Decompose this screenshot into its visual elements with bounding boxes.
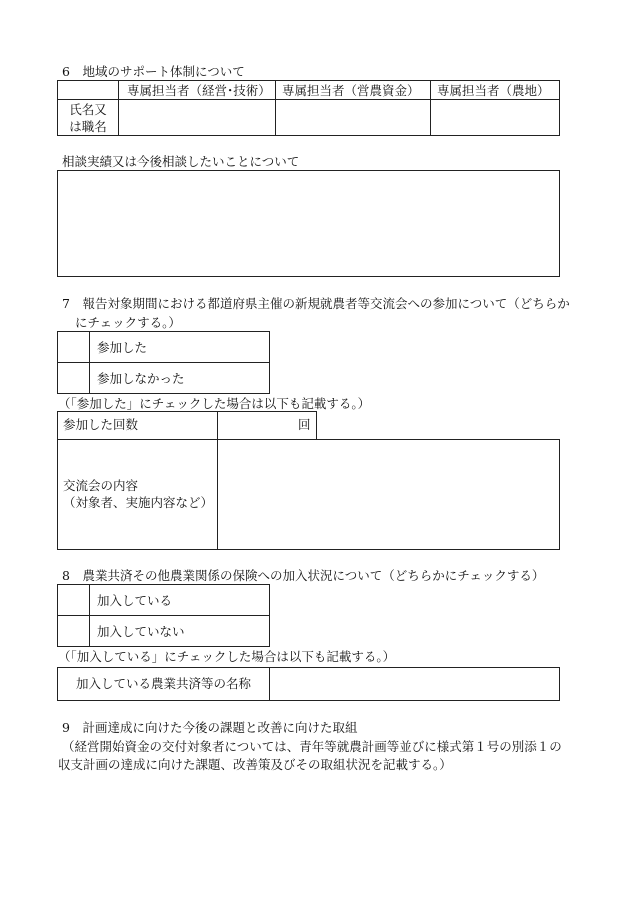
participation-choice-table — [57, 331, 270, 394]
exchange-content-sublabel: （対象者、実施内容など） — [63, 495, 214, 510]
support-col-management: 専属担当者（経営･技術） — [119, 81, 276, 100]
exchange-content-field[interactable] — [218, 440, 559, 549]
section7-title-line1: 7 報告対象期間における都道府県主催の新規就農者等交流会への参加について（どちらか — [62, 296, 570, 311]
not-enrolled-checkbox[interactable] — [58, 616, 90, 647]
support-name-management-field[interactable] — [119, 100, 276, 136]
count-label: 参加した回数 — [63, 417, 139, 432]
enrolled-label: 加入している — [90, 585, 270, 616]
insurance-choice-table — [57, 584, 270, 647]
not-participated-label: 参加しなかった — [90, 363, 270, 394]
consultation-field[interactable] — [57, 170, 560, 277]
section7-note: （「参加した」にチェックした場合は以下も記載する。） — [58, 396, 371, 411]
consultation-title: 相談実績又は今後相談したいことについて — [62, 154, 300, 169]
section6-title: 6 地域のサポート体制について — [62, 64, 245, 79]
count-unit: 回 — [298, 417, 311, 432]
exchange-content-label: 交流会の内容 — [63, 478, 139, 493]
support-col-farmland: 専属担当者（農地） — [431, 81, 560, 100]
insurance-name-field[interactable] — [270, 668, 559, 700]
support-table — [57, 80, 560, 136]
support-table-corner — [58, 81, 119, 100]
participated-checkbox[interactable] — [58, 332, 90, 363]
participated-label: 参加した — [90, 332, 270, 363]
not-participated-checkbox[interactable] — [58, 363, 90, 394]
support-col-funds: 専属担当者（営農資金） — [276, 81, 431, 100]
section8-title: 8 農業共済その他農業関係の保険への加入状況について（どちらかにチェックする） — [62, 568, 545, 583]
support-name-funds-field[interactable] — [276, 100, 431, 136]
not-enrolled-label: 加入していない — [90, 616, 270, 647]
support-name-farmland-field[interactable] — [431, 100, 560, 136]
count-field[interactable] — [218, 412, 298, 439]
enrolled-checkbox[interactable] — [58, 585, 90, 616]
section9-note-line2: 収支計画の達成に向けた課題、改善策及びその取組状況を記載する。） — [58, 757, 452, 772]
insurance-name-label: 加入している農業共済等の名称 — [76, 676, 252, 691]
section9-title: 9 計画達成に向けた今後の課題と改善に向けた取組 — [62, 720, 358, 735]
section9-note-line1: （経営開始資金の交付対象者については、青年等就農計画等並びに様式第１号の別添１の — [62, 739, 562, 754]
support-row-label-line1: 氏名又 — [69, 101, 107, 117]
section7-title-line2: にチェックする。） — [75, 315, 181, 330]
support-row-label-line2: は職名 — [69, 118, 107, 134]
support-row-label — [58, 100, 119, 136]
section8-note: （「加入している」にチェックした場合は以下も記載する。） — [58, 649, 396, 664]
